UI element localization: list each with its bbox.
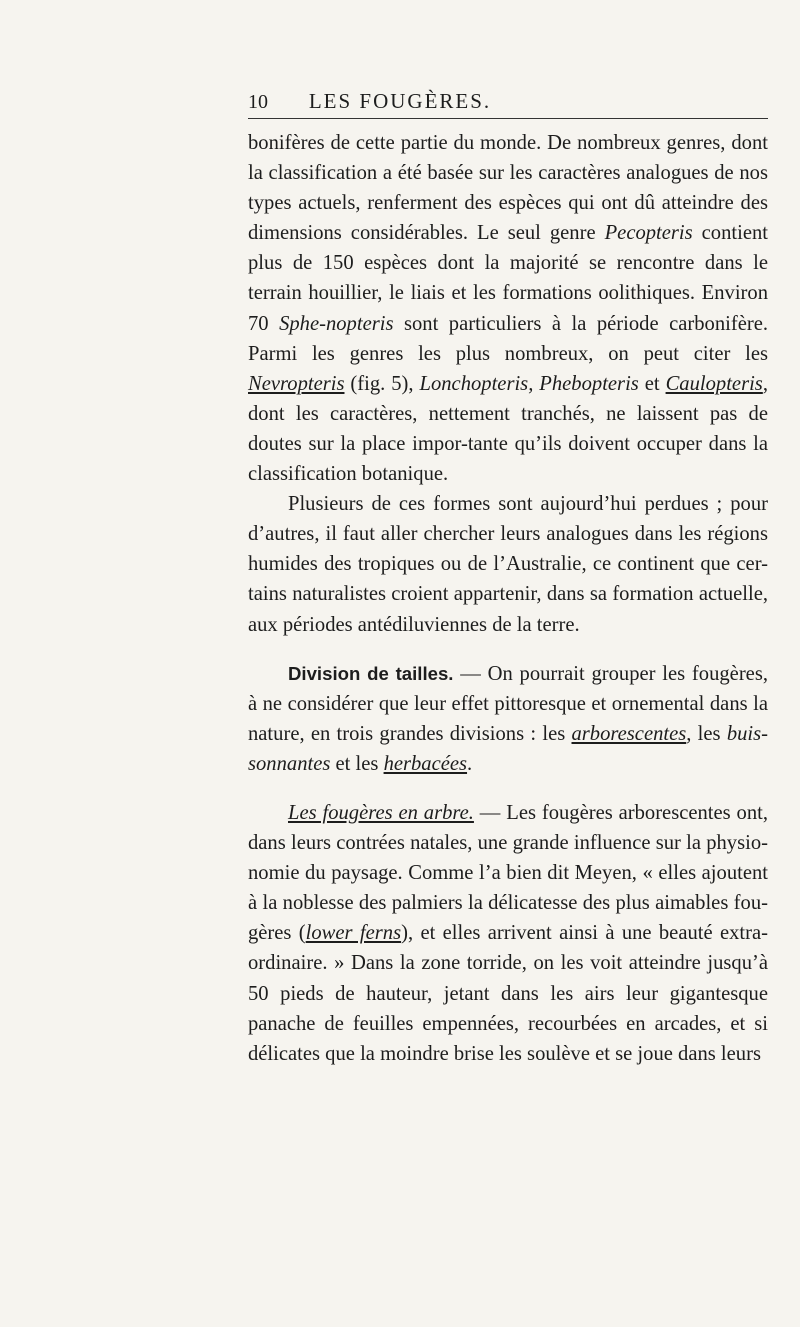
page-header [0,87,800,121]
text-run: — Les fougères arborescentes ont, dans leurs contrées natales, une grande influence sur la physio-nomie du paysage. Comme l’a bien dit Meyen, « elles ajoutent à la noblesse des palmiers la délicatesse des plus aimables fou-gères ( [248,801,768,945]
text-run: , dont les caractères, nettement tranchés, ne laissent pas de doutes sur la place impor-tante qu’ils doivent occuper dans la classification botanique. [248,372,768,486]
header-rule [248,118,768,119]
page-number: 10 [248,91,268,113]
category-term: herbacées [383,752,468,775]
text-run: bonifères de cette partie du monde. De nombreux genres, dont la classification a été basée sur les caractères analogues de nos types actuels, renferment des espèces qui ont dû atteindre des dimensions considérables. Le seul genre [248,132,768,245]
english-term: lower ferns [305,922,402,945]
paragraph-4 [248,798,768,1069]
text-run: . [467,752,473,775]
category-term: arborescentes [571,722,687,745]
text-run: sont particuliers à la période carbonifère. Parmi les genres les plus nombreux, on peut citer les [248,312,768,365]
section-heading: Les fougères en arbre. [288,801,474,824]
text-run: Plusieurs de ces formes sont aujourd’hui perdues ; pour d’autres, il faut aller chercher leurs analogues dans les régions humides des tropiques ou de l’Australie, ce continent que cer-tains naturalistes croient appartenir, dans sa formation actuelle, aux périodes antédiluviennes de la terre. [248,493,768,636]
paragraph-1 [248,128,768,489]
category-term: buis-sonnantes [248,722,768,775]
body-text [248,128,768,1069]
running-title: LES FOUGÈRES. [308,89,492,113]
genus-name: Caulopteris [665,372,763,395]
genus-name: Sphe-nopteris [279,312,394,335]
genus-name: Nevropteris [248,372,345,395]
text-run: et les [330,752,384,775]
text-run: et [638,372,666,395]
section-heading: Division de tailles. [288,662,454,684]
genus-name: Pecopteris [604,222,693,245]
genus-name: Lonchopteris, Phebopteris [419,372,639,395]
text-run: (fig. 5), [344,372,420,395]
paragraph-3 [248,659,768,779]
text-run: ), et elles arrivent ainsi à une beauté extra-ordinaire. » Dans la zone torride, on les voit atteindre jusqu’à 50 pieds de hauteur, jetant dans les airs leur gigantesque panache de feuilles empennées, recourbées en arcades, et si délicates que la moindre brise les soulève et se joue dans leurs [248,922,768,1065]
text-run: — On pourrait grouper les fougères, à ne considérer que leur effet pittoresque et ornemental dans la nature, en trois grandes divisions : les [248,662,768,745]
paragraph-2 [248,489,768,639]
text-run: , les [686,722,727,745]
text-run: contient plus de 150 espèces dont la majorité se rencontre dans le terrain houillier, le liais et les formations oolithiques. Environ 70 [248,222,768,335]
